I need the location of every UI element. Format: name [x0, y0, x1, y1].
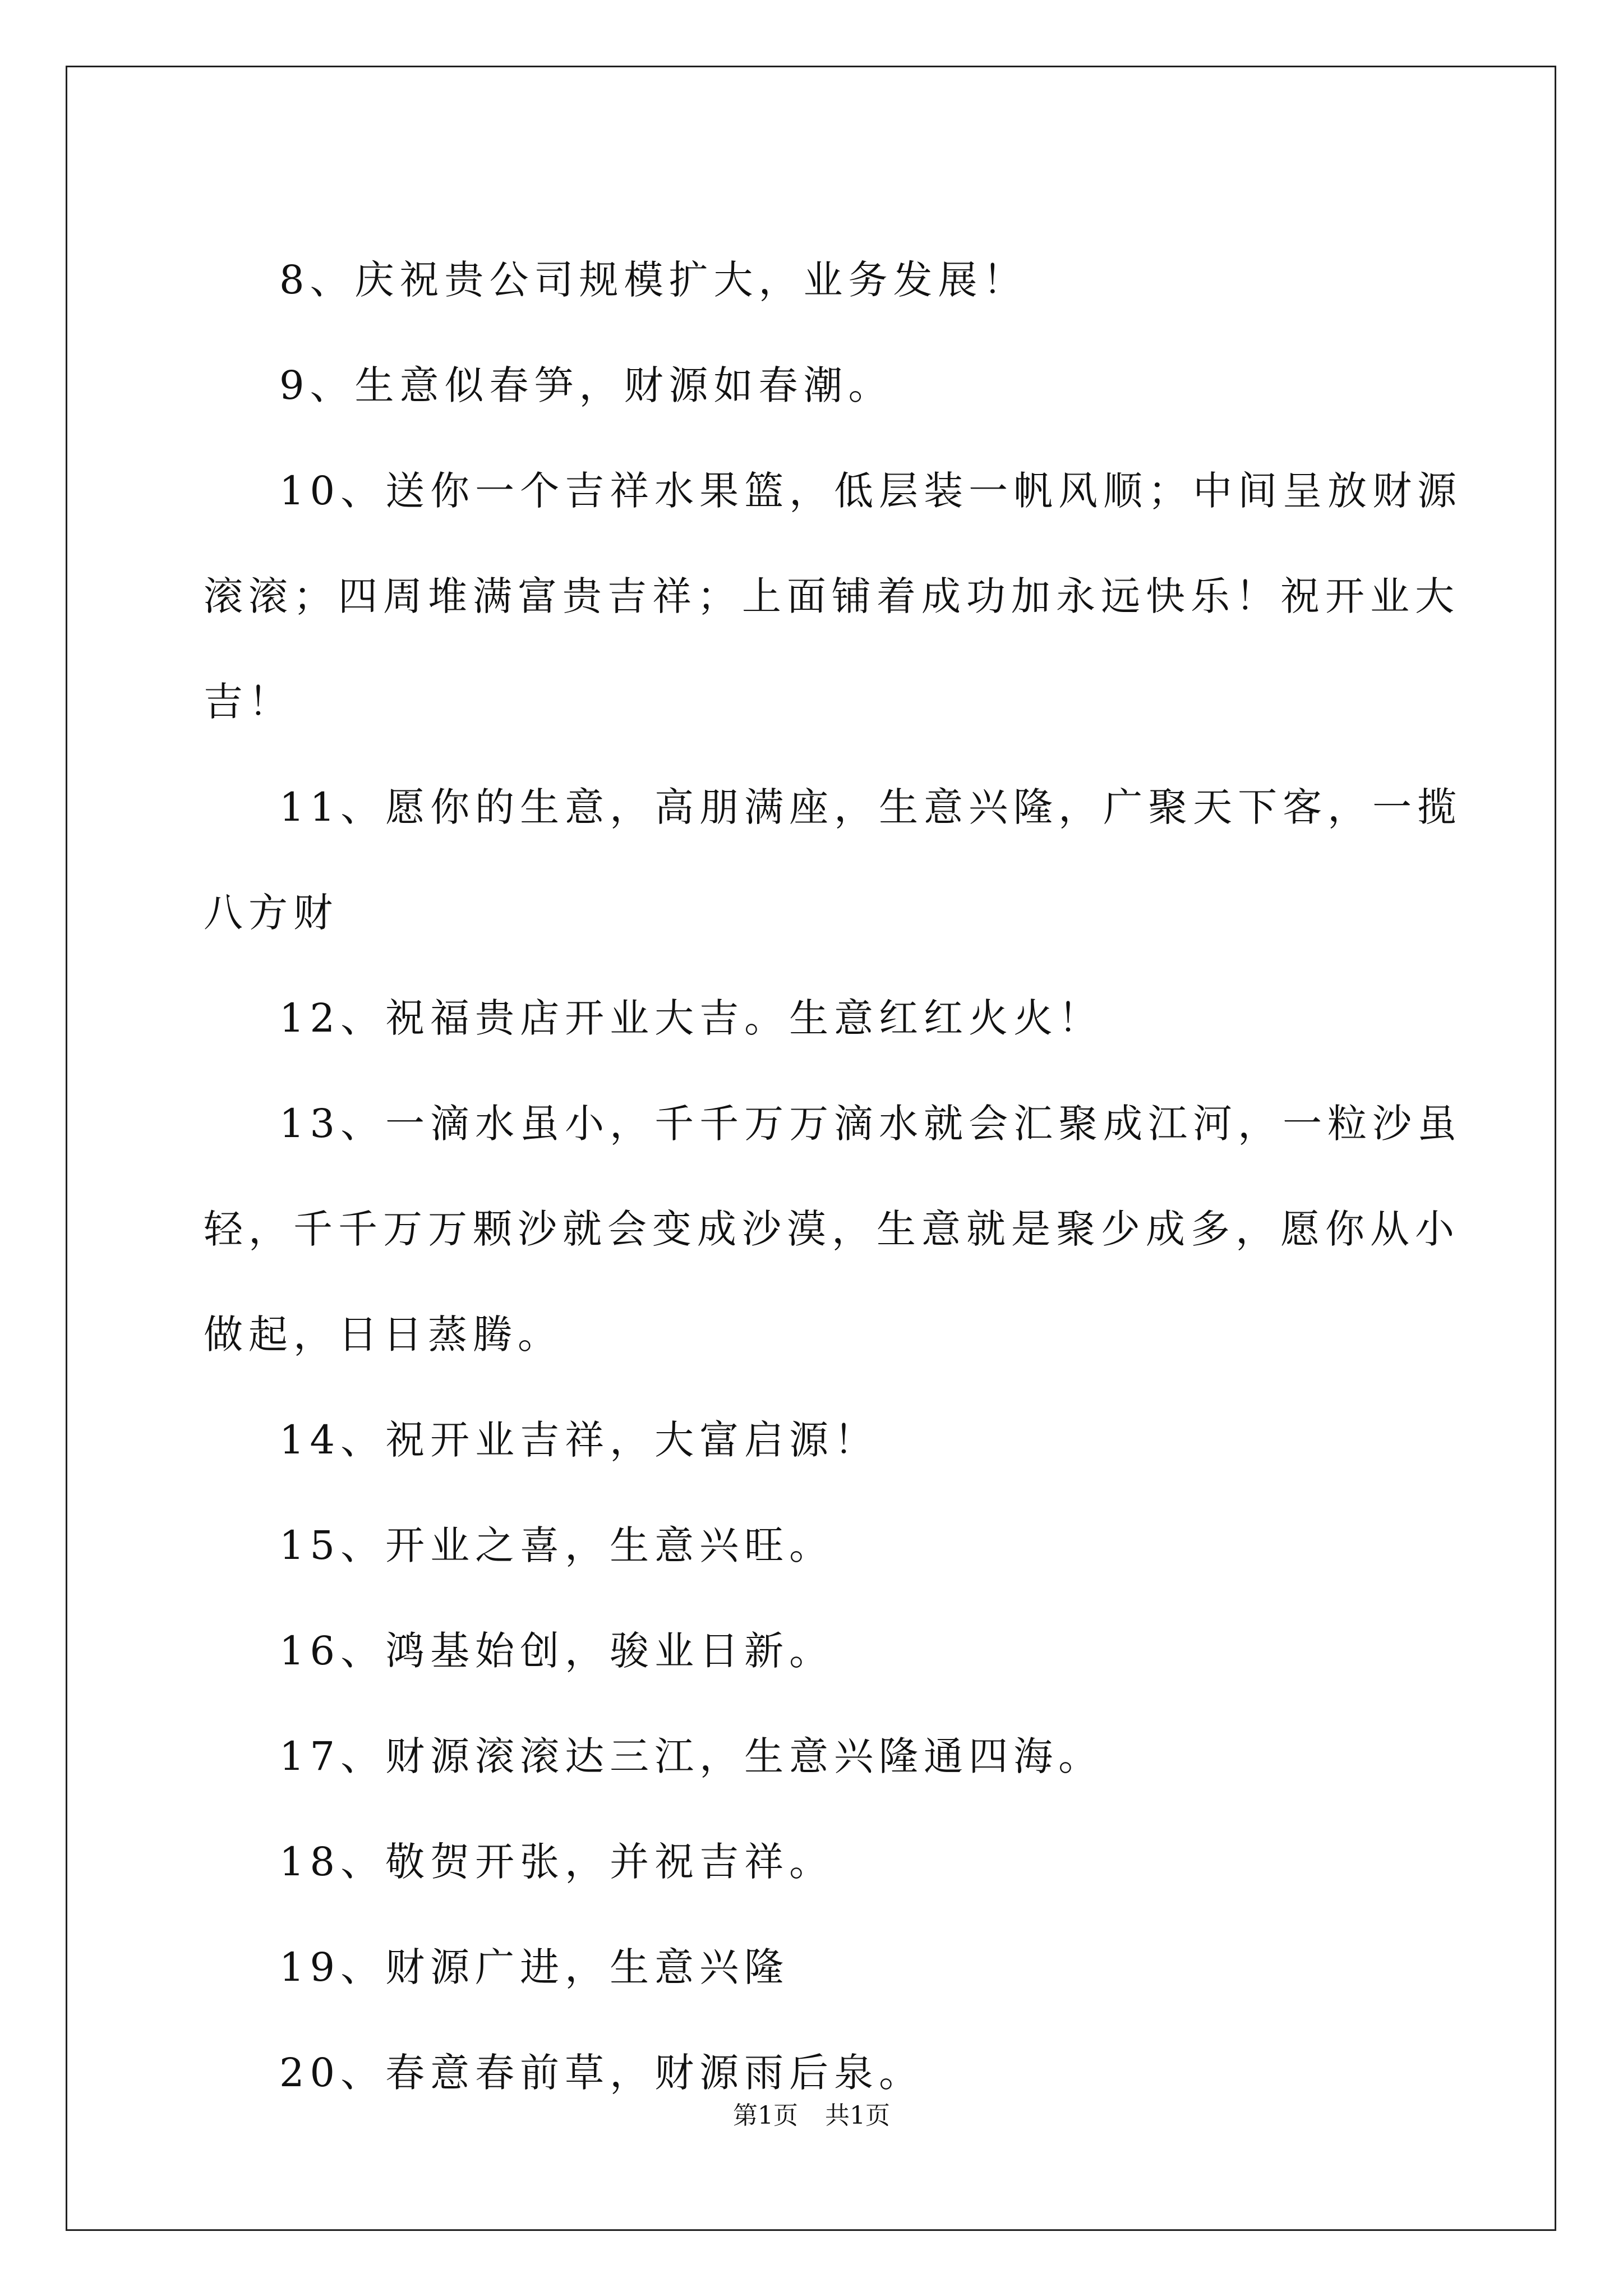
paragraph-10: 10、送你一个吉祥水果篮，低层装一帆风顺；中间呈放财源滚滚；四周堆满富贵吉祥；上面铺着成功加永远快乐！祝开业大吉！ [204, 468, 1463, 725]
page-number-current: 第1页 [733, 2101, 798, 2130]
paragraph-19: 19、财源广进，生意兴隆 [279, 1944, 790, 1990]
paragraph-16: 16、鸿基始创，骏业日新。 [279, 1628, 834, 1674]
paragraph-17: 17、财源滚滚达三江，生意兴隆通四海。 [279, 1733, 1104, 1779]
paragraph-11: 11、愿你的生意，高朋满座，生意兴隆，广聚天下客，一揽八方财 [204, 784, 1463, 936]
paragraph-18: 18、敬贺开张，并祝吉祥。 [279, 1839, 834, 1885]
page-footer [0, 2099, 1623, 2133]
document-body [204, 227, 1465, 2125]
page-number-total: 共1页 [825, 2101, 890, 2130]
paragraph-15: 15、开业之喜，生意兴旺。 [279, 1522, 834, 1568]
paragraph-12: 12、祝福贵店开业大吉。生意红红火火！ [279, 995, 1104, 1041]
paragraph-20: 20、春意春前草，财源雨后泉。 [279, 2050, 924, 2096]
paragraph-9: 9、生意似春笋，财源如春潮。 [279, 362, 893, 408]
paragraph-8: 8、庆祝贵公司规模扩大，业务发展！ [279, 257, 1028, 303]
paragraph-14: 14、祝开业吉祥，大富启源！ [279, 1417, 879, 1463]
paragraph-13: 13、一滴水虽小，千千万万滴水就会汇聚成江河，一粒沙虽轻，千千万万颗沙就会变成沙漠，生意就是聚少成多，愿你从小做起，日日蒸腾。 [204, 1101, 1463, 1358]
